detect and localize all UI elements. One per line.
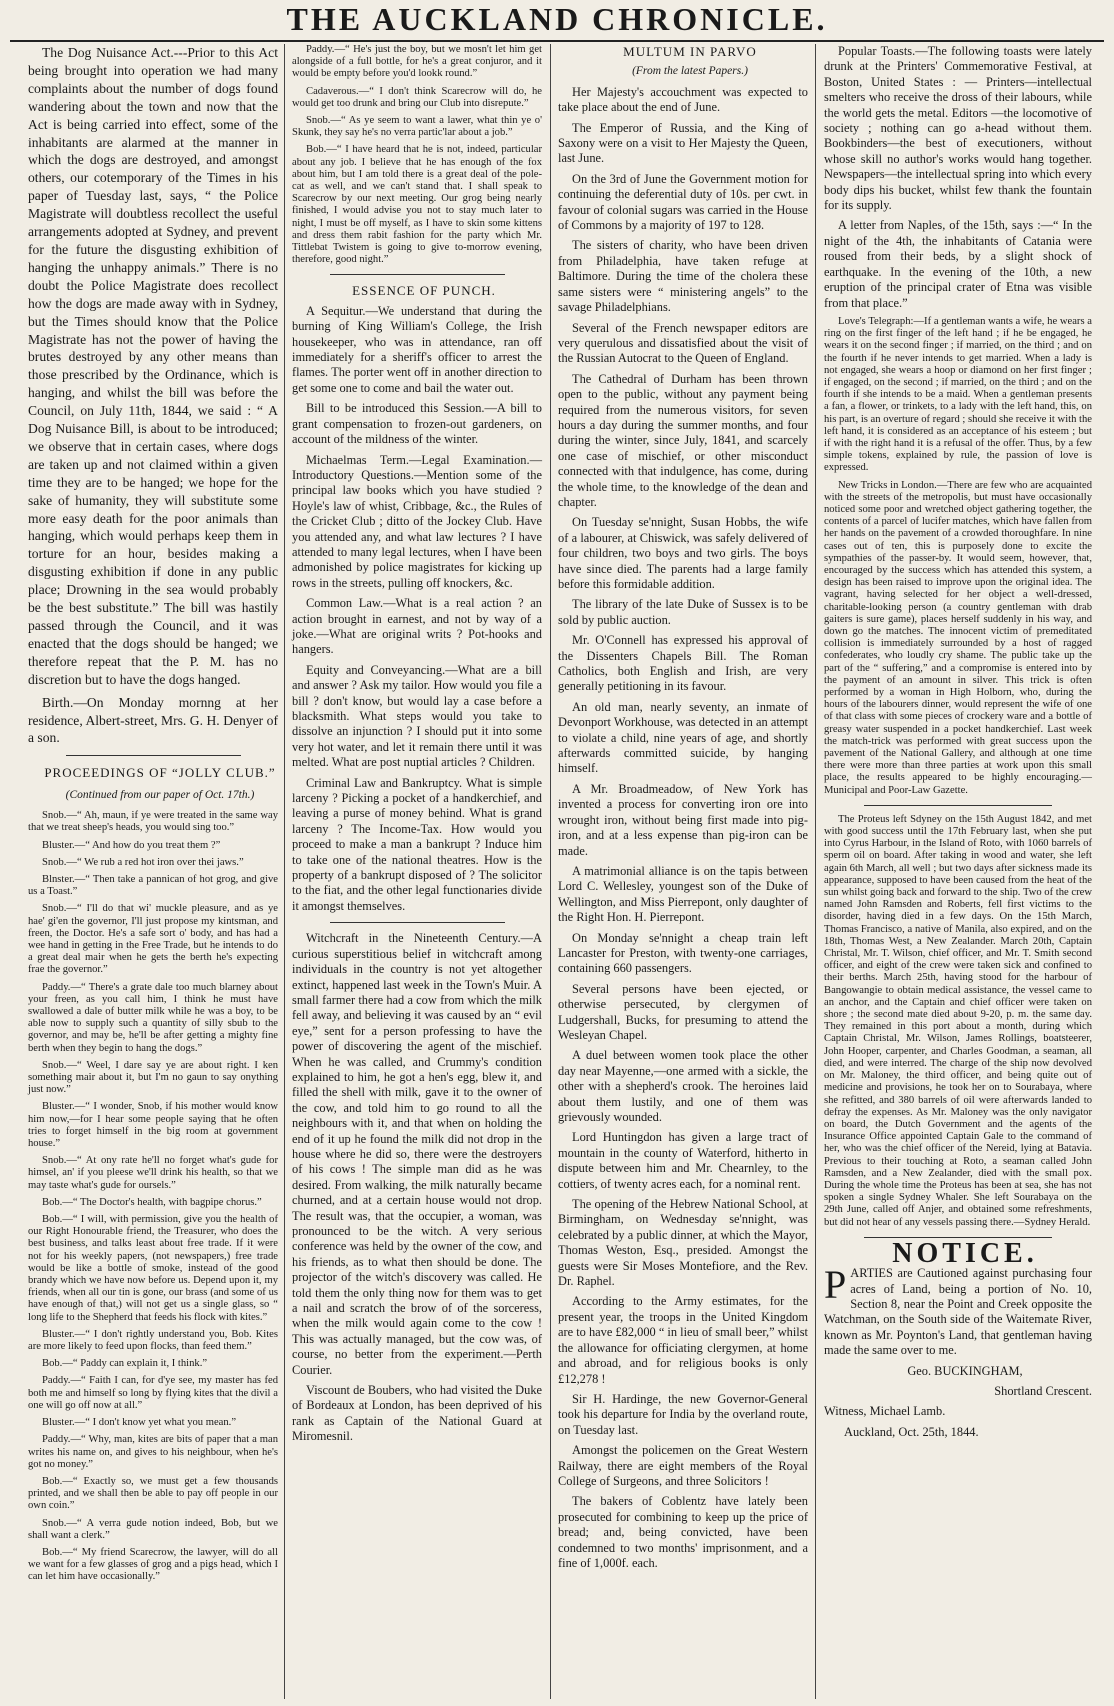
punch-item: A Sequitur.—We understand that during the burning of King William's College, the Irish housekeeper, who was in attendance, ran off immediately for a sheriff's officer to arrest the flames. The porter went off in another direction to get some one to come and bail the water out. <box>292 303 542 395</box>
dialogue-line: Bob.—“ I will, with permission, give you the health of our Right Honourable friend, the Treasurer, who does the best business, and talks least about free trade. If it were not for his weekly papers, (not newspapers,) free trade would be like a bottle of smoke, instead of the good brandy which we have now before us. Depend upon it, my friends, when all our tin is gone, our brass (and some of us have enough of that,) will not get us a single glass, so “ long life to the Shepherd that feeds his flock with kites.” <box>28 1214 278 1323</box>
news-item: Lord Huntingdon has given a large tract of mountain in the county of Waterford, hitherto in dispute between him and Mr. Chearnley, to the cottiers, of twenty acres each, for a nominal rent. <box>558 1130 808 1191</box>
dialogue-line: Paddy.—“ There's a grate dale too much blarney about your freen, as you call him, I think he must have swallowed a dale of butter milk while he was a boy, to be able now to supply such a quantity of silly sbub to the governor, and may be, he'll be after getting a mighty fine berth when they begin to hang the dogs.” <box>28 981 278 1054</box>
witchcraft-article: Witchcraft in the Nineteenth Century.—A curious superstitious belief in witchcraft among individuals in the country is not yet altogether extinct, happened last week in the Town's Muir. A small farmer there had a cow from which the milk fell away, and believing it was caused by an “ evil eye,” sent for a person professing to have the power of discovering the agent of the mischief. When he was called, and Crummy's condition explained to him, he got a hen's egg, blew it, and filled the shell with milk, gave it to the owner of the cow, and told him to go round to all the neighbours with it, and that when on holding the end of it up he found the milk did not drop in the house where he did so, there were the destroyers of his cows ! The simple man did as he was desired. From walking, the milk naturally became churned, and at a certain house would not drop. The result was, that the occupier, a woman, was pronounced to be the witch. A very serious conference was held by the owner of the cow, and his friends, as to what then should be done. The projector of the witch's discovery was called. He told them the only thing now for them was to get a nail and scratch the brow of of the sorceress, when the milk would again come to the cow ! This was actually managed, but the cow was, of course, no better from the experiment.—Perth Courier. <box>292 931 542 1377</box>
punch-heading: ESSENCE OF PUNCH. <box>352 283 496 299</box>
column-divider <box>550 44 551 1699</box>
jolly-club-heading: PROCEEDINGS OF “JOLLY CLUB.” <box>44 765 276 781</box>
news-item: The Cathedral of Durham has been thrown open to the public, without any payment being required from the numerous visitors, for seven hours a day during the summer months, and four during the winter, since July, 1841, and scarcely one case of mischief, or other misconduct connected with that indulgence, has come, during the whole time, to the knowledge of the dean and chapter. <box>558 371 808 509</box>
dialogue-line: Bob.—“ My friend Scarecrow, the lawyer, will do all we want for a few glasses of grog and a pigs head, which I can let him have occasionally.” <box>28 1546 278 1583</box>
news-item: The Emperor of Russia, and the King of Saxony were on a visit to Her Majesty the Queen, last June. <box>558 120 808 166</box>
news-item: The library of the late Duke of Sussex is to be sold by public auction. <box>558 597 808 627</box>
dialogue-line: Cadaverous.—“ I don't think Scarecrow will do, he would get too drunk and bring our Club into disrepute.” <box>292 85 542 109</box>
news-item: An old man, nearly seventy, an inmate of Devonport Workhouse, was detected in an attempt to violate a child, nine years of age, and shortly afterwards committed suicide, by hanging himself. <box>558 699 808 776</box>
jolly-club-subheading: (Continued from our paper of Oct. 17th.) <box>65 789 255 802</box>
column-divider <box>284 44 285 1699</box>
punch-item: Criminal Law and Bankruptcy. What is simple larceny ? Picking a pocket of a handkerchief, and leaving a purse of money behind. What is grand larceny ? The Income-Tax. How would you proceed to make a man a bankrupt ? Induce him to take one of the national theatres. How is the property of a bankrupt disposed of ? The solicitor to the fiat, and the other legal functionaries divide it amongst themselves. <box>292 775 542 913</box>
notice-signature-place: Shortland Crescent. <box>994 1383 1092 1398</box>
section-divider <box>66 755 241 756</box>
news-item: The bakers of Coblentz have lately been prosecuted for combining to keep up the price of bread; and, being convicted, have been condemned to two months' imprisonment, and a fine of 1,000f. each. <box>558 1494 808 1570</box>
news-item: On the 3rd of June the Government motion for continuing the deferential duty of 10s. per cwt. in favour of colonial sugars was carried in the House of Commons by a majority of 197 to 128. <box>558 171 808 233</box>
news-item: Sir H. Hardinge, the new Governor-General took his departure for India by the overland route, on Tuesday last. <box>558 1391 808 1437</box>
news-item: Several persons have been ejected, or otherwise persecuted, by clergymen of Ludgershall, Bucks, for presuming to attend the Wesleyan Chapel. <box>558 981 808 1042</box>
masthead-title: THE AUCKLAND CHRONICLE. <box>286 1 828 37</box>
dialogue-line: Bluster.—“ I wonder, Snob, if his mother would know him now,—for I hear some people saying that he often tries to forget himself in the big room at government house.” <box>28 1101 278 1150</box>
dialogue-line: Bluster.—“ I don't rightly understand you, Bob. Kites are more likely to feed upon flocks, than feed them.” <box>28 1328 278 1353</box>
news-item: A duel between women took place the other day near Mayenne,—one armed with a sickle, the other with a shepherd's crook. The heroines laid about them lustily, and one of them was grievously wounded. <box>558 1048 808 1124</box>
dog-nuisance-article: The Dog Nuisance Act.---Prior to this Act being brought into operation we had many complaints about the number of dogs found wandering about the town and now that the Act is being carried into effect, some of the inhabitants are alarmed at the manner in which the dogs are destroyed, and amongst others, our cotemporary of the Times in his paper of Tuesday last, says, “ the Police Magistrate will doubtless recollect the useful arrangements adopted at Sydney, and prevent for the future the disgusting exhibition of hanging the unhappy animals.” There is no doubt the Police Magistrate does recollect how the dogs are made away with in Sydney, but the Times should know that the Police Magistrate has not the power of having the brutes destroyed by any other means than those prescribed by the Ordinance, which is hanging, and whilst the bill was before the Council, on July 11th, 1844, we said : “ A Dog Nuisance Bill, is about to be introduced; we observe that in certain cases, where dogs are taken up and not claimed within a given time they are to be hanged; we hope for the sake of humanity, they will substitute some more easy death for the poor animals than hanging, which would perhaps keep them in torture for an hour, besides making a disgusting exhibition if done in any public place; Drowning in the sea would probably be the best substitute.” The bill was hastily passed through the Council, and it was enacted that the dogs should be hanged; we therefore repeat that the P. M. has no discretion but to have the dogs hanged. <box>28 45 278 687</box>
news-item: According to the Army estimates, for the present year, the troops in the United Kingdom are to have £82,000 “ in lieu of small beer,” whilst the allowance for officiating clergymen, at home and abroad, and for religious books is only £12,278 ! <box>558 1294 808 1386</box>
proteus-article: The Proteus left Sdyney on the 15th August 1842, and met with good success until the 17th February last, when she put into Cyrus Harbour, in the Island of Roto, with 1060 barrels of sperm oil on board. After taking in wood and water, she left again 6th March, all well ; but two days after sickness made its appearance, supposed to have been caused from the heat of the sun whilst going back and forward to the ship. Two of the crew named John Ramsden and Roberts, fell first victims to the disorder, having died in a few days. On the 15th March, Thomas Francisco, a native of Manila, also expired, and on the 18th, Thomas West, a New Zealander. March 20th, Captain Christal, Mr. T. Wilson, chief officer, and Mr. T. Smith second officer, and eight of the crew were taken sick and confined to their berths. March 25th, having stood for the harbour of Bangowangie to obtain medical assistance, the vessel came to an anchor, and the Captain and chief officer were taken on shore ; the second mate died about 9-20, p. m. the same day. They remained in this port about a month, during which Captain Christal, Mr. Wilson, James Rollings, boatsteerer, John Hooper, carpenter, and Charles Goodman, a seaman, all died, and were interred. The charge of the ship now devolved on Mr. Maloney, the third officer, and being quite out of medicine and provisions, he took her on to Sourabaya, where she refitted, and 380 barrels of oil were afterwards landed to defray the expenses. As Mr. Maloney was the only navigator on board, the Dutch Government and the agents of the Insurance Office appointed Captain Gale to the command of her, who was the chief officer of the Nereid, lying at Batavia. Previous to their touching at Roto, a seaman called John Ramsden, and a New Zealander, died with the small pox. During the whole time the Proteus has been at sea, she has not spoken a single Sydney Whaler. She left Sourabaya on the 29th June, called off Anjer, and obtained some refreshments, but did not hear of any vessels passing there.—Sydney Herald. <box>824 813 1092 1228</box>
dialogue-line: Blnster.—“ Then take a pannican of hot grog, and give us a Toast.” <box>28 873 278 898</box>
column-1 <box>22 44 284 1699</box>
news-item: A Mr. Broadmeadow, of New York has invented a process for converting iron ore into wrought iron, without being first made into pig-iron, and at a less expense than pig-iron can be made. <box>558 781 808 858</box>
notice-date: Auckland, Oct. 25th, 1844. <box>844 1424 979 1439</box>
column-4 <box>818 44 1098 1699</box>
dialogue-line: Bob.—“ Exactly so, we must get a few thousands printed, and we shall then be able to pay off people in our own coin.” <box>28 1475 278 1512</box>
notice-witness: Witness, Michael Lamb. <box>824 1404 946 1419</box>
notice-signature: Geo. BUCKINGHAM, <box>907 1363 1023 1378</box>
popular-toasts-article: Popular Toasts.—The following toasts were lately drunk at the Printers' Commemorative Festival, at Boston, United States : — Printers—intellectual smelters who receive the dross of their labours, while the world gets the metal. Editors —the locomotive of society ; nothing can go a-head without them. Bookbinders—the best of executioners, without whose skill no author's works would hang together. Newspapers—the intellectual spring into which every body dips his bucket, whilst few thank the fountain for its supply. <box>824 44 1092 213</box>
dialogue-line: Snob.—“ Weel, I dare say ye are about right. I ken something mair about it, but I'm no gaun to say onything just now.” <box>28 1059 278 1096</box>
dialogue-line: Bluster.—“ I don't know yet what you mean.” <box>42 1417 237 1429</box>
dialogue-line: Snob.—“ Ah, maun, if ye were treated in the same way that we treat sheep's heads, you would sing too.” <box>28 810 278 834</box>
masthead-rule <box>10 40 1104 42</box>
column-3 <box>552 44 814 1699</box>
new-tricks-article: New Tricks in London.—There are few who are acquainted with the streets of the metropolis, but must have occasionally noticed some poor and wretched object gathering together, the contents of a parcel of lucifer matches, which have fallen from her hands on the pavement of a crowded thoroughfare. In nine cases out of ten, this is purposely done to excite the sympathies of the passer-by. It would seem, however, that, encouraged by the success which has attended this system, a design has been raised to improve upon the original idea. The vagrant, having selected for her object a well-dressed, charitable-looking person (a country gentleman with drab gaiters is sure game), places herself suddenly in his way, and down go the matches. The innocent victim of premeditated collision is immediately surrounded by a host of ragged confederates, who loudly cry shame. The public take up the part of the “ suffering,” and a compromise is entered into by the payment of an amount in silver. This trick is often performed by a woman in High Holborn, who, during the hours of the labourers dinner, would represent the wife of one of that class with some pieces of crockery ware and a bottle of greasy water suspended in a pocket handkerchief. Last week the match-trick was performed with great success upon the pavement of the National Gallery, and although at one time there were more than three parties at work upon this small place, the results appeared to be highly encouraging.—Municipal and Poor-Law Gazette. <box>824 479 1092 796</box>
dialogue-line: Bob.—“ I have heard that he is not, indeed, particular about any job. I believe that he has enough of the fox about him, but I am told there is a great deal of the pole-cat as well, and we can't stand that. I shall speak to Scarecrow by our next meeting. Our grog being nearly finished, I would advise you not to stay much later to night, I must be off myself, as I have to skin some kittens and dress them rabit fashion for the party which Mr. Tittlebat Twistem is going to give to-morrow evening, therefore, good night.” <box>292 144 542 266</box>
dialogue-line: Paddy.—“ He's just the boy, but we mosn't let him get alongside of a full bottle, for he's a great conjuror, and it would be empty before you'd lookk round.” <box>292 44 542 80</box>
notice-dropcap: P <box>824 1262 847 1308</box>
news-item: The opening of the Hebrew National School, at Birmingham, on Wednesday se'nnight, was celebrated by a public dinner, at which the Mayor, Thomas Weston, Esq., presided. Amongst the guests were Sir Moses Montefiore, and the Rev. Dr. Raphel. <box>558 1197 808 1289</box>
dialogue-line: Snob.—“ As ye seem to want a lawer, what thin ye o' Skunk, they say he's no verra partic'lar about a job.” <box>292 115 542 139</box>
dialogue-line: Bob.—“ The Doctor's health, with bagpipe chorus.” <box>42 1196 262 1208</box>
dialogue-line: Snob.—“ We rub a red hot iron over thei jaws.” <box>42 856 244 868</box>
punch-item: Equity and Conveyancing.—What are a bill and answer ? Ask my tailor. How would you file a bill ? don't know, but would lay a case before a blacksmith. What steps would you take to dissolve an injunction ? I should put it into some very hot water, and let it remain there until it was melted. What are post nuptial articles ? Children. <box>292 662 542 770</box>
section-divider <box>330 274 505 275</box>
punch-item: Michaelmas Term.—Legal Examination.—Introductory Questions.—Mention some of the principal law books which you have studied ? Hoyle's law of whist, Cribbage, &c., the Rules of the Cricket Club ; ditto of the Jockey Club. Have you attended any, and what law lectures ? I have attended to many legal lectures, when I have been admonished by police magistrates for kicking up rows in the streets, pulling off knockers, &c. <box>292 452 542 590</box>
naples-letter: A letter from Naples, of the 15th, says :—“ In the night of the 4th, the inhabitants of Catania were roused from their beds, by a slight shock of earthquake. In the evening of the 10th, a new eruption of the principal crater of Etna was visible from that place.” <box>824 218 1092 310</box>
section-divider <box>864 805 1052 806</box>
dialogue-line: Paddy.—“ Why, man, kites are bits of paper that a man writes his name on, and gives to his neighbour, when he's got no money.” <box>28 1434 278 1470</box>
column-2 <box>286 44 548 1699</box>
birth-notice: Birth.—On Monday mornng at her residence, Albert-street, Mrs. G. H. Denyer of a son. <box>28 694 278 746</box>
multum-subheading: (From the latest Papers.) <box>632 65 748 78</box>
notice-text: ARTIES are Cautioned against purchasing four acres of Land, being a portion of No. 10, Section 8, near the Point and Creek opposite the Watchman, on the South side of the Waitemate River, known as Mr. Poynton's Land, that gentleman having made the same over to me. <box>824 1266 1092 1358</box>
multum-heading: MULTUM IN PARVO <box>623 44 757 59</box>
punch-item: Bill to be introduced this Session.—A bill to grant compensation to frozen-out gardeners, on account of the mildness of the winter. <box>292 401 542 447</box>
news-item: On Tuesday se'nnight, Susan Hobbs, the wife of a labourer, at Chiswick, was safely delivered of four children, two boys and two girls. The boys have since died. The parents had a large family before this formidable addition. <box>558 515 808 591</box>
news-item: On Monday se'nnight a cheap train left Lancaster for Preston, with twenty-one carriages, containing 660 passengers. <box>558 930 808 976</box>
news-item: The sisters of charity, who have been driven from Philadelphia, have taken refuge at Baltimore. During the time of the cholera these same sisters were “ ministering angels” to the savage Philadelphians. <box>558 238 808 315</box>
section-divider <box>330 922 505 923</box>
column-divider <box>815 44 816 1699</box>
notice-body <box>824 1262 1092 1358</box>
loves-telegraph-article: Love's Telegraph:—If a gentleman wants a wife, he wears a ring on the first finger of the left hand ; if he be engaged, he wears it on the second finger ; if married, on the third ; and on the fourth if he never intends to get married. When a lady is not engaged, she wears a hoop or diamond on her first finger ; if engaged, on the second ; if married, on the third ; and on the fourth if she intends to be a maid. When a gentleman presents a fan, a flower, or trinkets, to a lady with the left hand, this, on his part, is an overture of regard ; should she receive it with the left hand, it is considered as an acceptance of his esteem ; but if with the right hand it is a refusal of the offer. Thus, by a few simple tokens, explained by rule, the passion of love is expressed. <box>824 315 1092 474</box>
dialogue-line: Bob.—“ Paddy can explain it, I think.” <box>42 1358 208 1370</box>
news-item: Amongst the policemen on the Great Western Railway, there are eight members of the Royal College of Surgeons, and three Solicitors ! <box>558 1443 808 1488</box>
dialogue-line: Snob.—“ A verra gude notion indeed, Bob, but we shall want a clerk.” <box>28 1517 278 1541</box>
dialogue-line: Bluster.—“ And how do you treat them ?” <box>42 839 221 851</box>
boubers-item: Viscount de Boubers, who had visited the Duke of Bordeaux at London, has been deprived of his rank as Captain of the National Guard at Miromesnil. <box>292 1383 543 1444</box>
dialogue-line: Paddy.—“ Faith I can, for d'ye see, my master has fed both me and himself so long by flying kites that the divil a one will go off now at all.” <box>28 1375 278 1411</box>
dialogue-line: Snob.—“ I'll do that wi' muckle pleasure, and as ye hae' gi'en the governor, I'll just propose my kintsman, and freen, the Doctor. He's a safe sort o' body, and has had a wee hand in getting in the Free Trade, but he intends to do a great deal mair when he gets the berth he's expecting frae the governor.” <box>28 903 278 976</box>
news-item: Several of the French newspaper editors are very querulous and dissatisfied about the visit of the Russian Autocrat to the Queen of England. <box>558 320 808 366</box>
news-item: Mr. O'Connell has expressed his approval of the Dissenters Chapels Bill. The Roman Catholics, both English and Irish, are very generally petitioning in its favour. <box>558 633 808 694</box>
news-item: Her Majesty's accouchment was expected to take place about the end of June. <box>558 84 808 115</box>
punch-item: Common Law.—What is a real action ? an action brought in earnest, and not by way of a joke.—What are original writs ? Pot-hooks and hangers. <box>292 596 542 657</box>
news-item: A matrimonial alliance is on the tapis between Lord C. Wellesley, youngest son of the Duke of Wellington, and Miss Pierrepont, only daughter of the Right Hon. H. Pierrepont. <box>558 863 808 925</box>
notice-title: NOTICE. <box>892 1237 1038 1269</box>
dialogue-line: Snob.—“ At ony rate he'll no forget what's gude for himsel, an' if you pleese we'll drink his health, so that we may taste what's gude for oursels.” <box>28 1155 278 1191</box>
